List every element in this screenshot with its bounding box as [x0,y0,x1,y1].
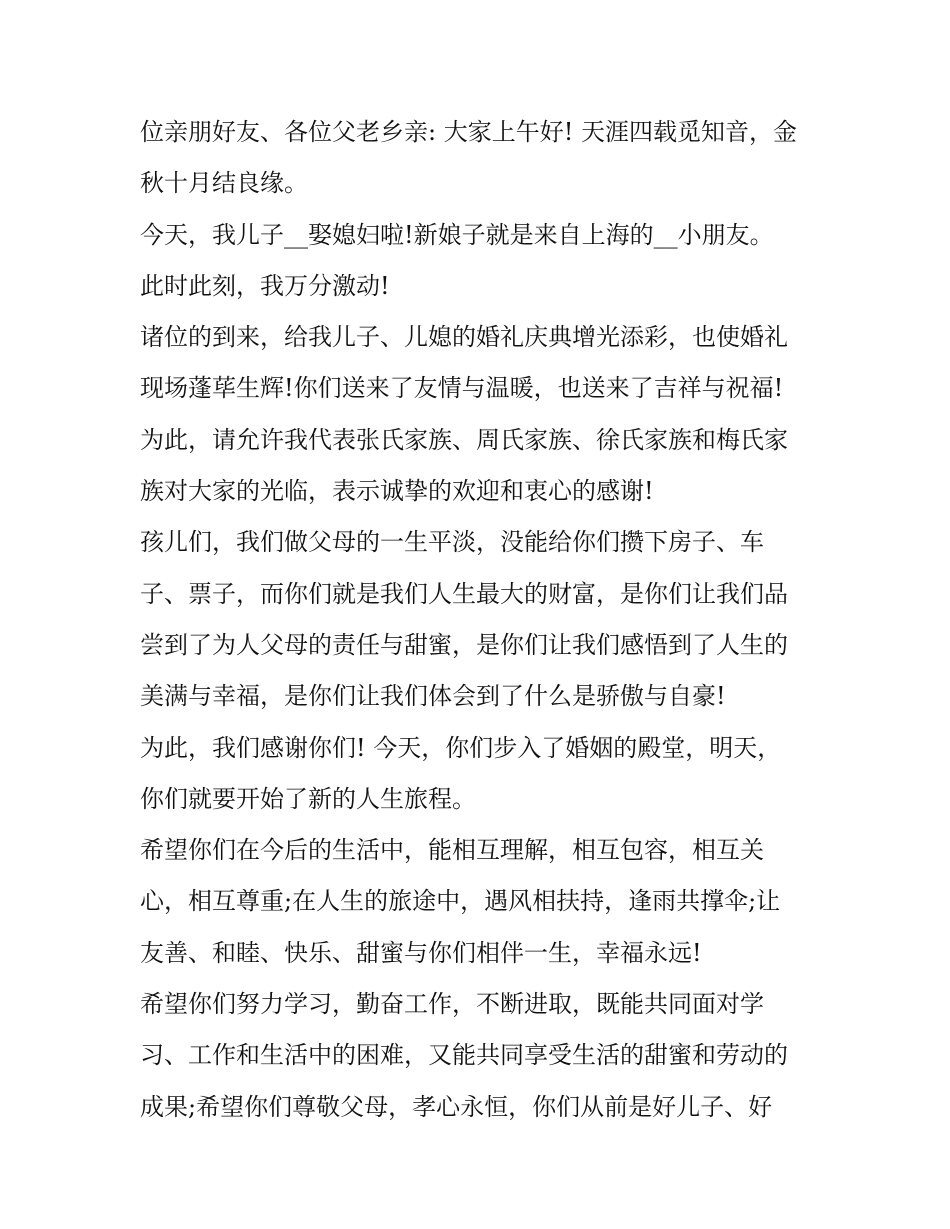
text-line: 今天，我儿子__娶媳妇啦!新娘子就是来自上海的__小朋友。 [140,220,774,249]
text-line: 此时此刻，我万分激动! [140,271,390,300]
text-line: 心，相互尊重;在人生的旅途中，遇风相扶持，逢雨共撑伞;让 [140,887,781,916]
text-line: 尝到了为人父母的责任与甜蜜，是你们让我们感悟到了人生的 [140,630,788,659]
text-line: 成果;希望你们尊敬父母，孝心永恒，你们从前是好儿子、好 [140,1092,773,1121]
text-line: 美满与幸福，是你们让我们体会到了什么是骄傲与自豪! [140,682,726,711]
text-line: 族对大家的光临，表示诚挚的欢迎和衷心的感谢! [140,477,654,506]
text-line: 习、工作和生活中的困难，又能共同享受生活的甜蜜和劳动的 [140,1041,788,1070]
text-line: 为此，我们感谢你们! 今天，你们步入了婚姻的殿堂，明天， [140,733,782,762]
text-line: 秋十月结良缘。 [140,169,308,198]
document-body-text [140,107,820,1133]
text-line: 诸位的到来，给我儿子、儿媳的婚礼庆典增光添彩，也使婚礼 [140,323,788,352]
text-line: 你们就要开始了新的人生旅程。 [140,784,476,813]
text-line: 为此，请允许我代表张氏家族、周氏家族、徐氏家族和梅氏家 [140,425,788,454]
text-line: 友善、和睦、快乐、甜蜜与你们相伴一生，幸福永远! [140,938,702,967]
text-line: 位亲朋好友、各位父老乡亲: 大家上午好! 天涯四载觅知音，金 [140,118,797,146]
text-line: 孩儿们，我们做父母的一生平淡，没能给你们攒下房子、车 [140,528,764,557]
text-line: 子、票子，而你们就是我们人生最大的财富，是你们让我们品 [140,579,788,608]
text-line: 现场蓬荜生辉!你们送来了友情与温暖，也送来了吉祥与祝福! [140,374,784,403]
text-line: 希望你们在今后的生活中，能相互理解，相互包容，相互关 [140,836,764,865]
text-line: 希望你们努力学习，勤奋工作，不断进取，既能共同面对学 [140,990,764,1019]
